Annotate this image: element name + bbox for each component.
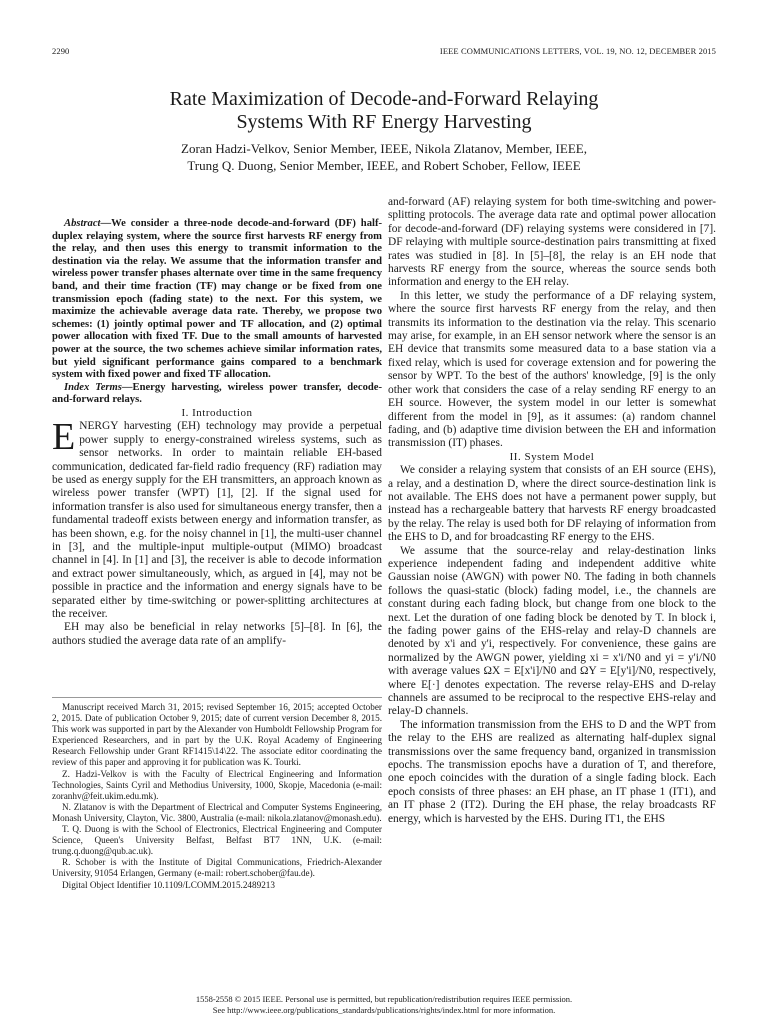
doi: Digital Object Identifier 10.1109/LCOMM.2015.2489213 [62, 879, 275, 890]
running-header [52, 46, 716, 56]
paper-title [52, 88, 716, 134]
model-paragraph-3: The information transmission from the EHS to D and the WPT from the relay to the EHS are realized as alternating half-duplex signal transmissions over the same frequency band, organized in transmission epochs. The transmission epochs have a duration of T, and therefore, one epoch coincides with the duration of a single fading block. Each epoch consists of three phases: an EH phase, an IT phase 1 (IT1), and an IT phase 2 (IT2). During the EH phase, the relay broadcasts RF energy, which is harvested by the EHS. During IT1, the EHS [388, 718, 716, 825]
footnote-author-2: N. Zlatanov is with the Department of Electrical and Computer Systems Engineering, Monash University, Clayton, Vic. 3800, Australia (e-mail: nikola.zlatanov@monash.edu). [52, 801, 382, 823]
drop-cap: E [52, 416, 76, 459]
abstract-text: —We consider a three-node decode-and-forward (DF) half-duplex relaying system, where the source first harvests RF energy from the relay, and then uses this energy to transmit information to the destination via the relay. We assume that the information transfer and wireless power transfer phases alternate over time in the same frequency band, and their time fraction (TF) may change or be fixed from one transmission epoch (fading state) to the next. For this system, we maximize the achievable average data rate. Thereby, we propose two schemes: (1) jointly optimal power and TF allocation, and (2) optimal power allocation with fixed TF. Due to the small amounts of harvested power at the source, the two schemes achieve similar information rates, but yield significant performance gains compared to a benchmark system with fixed power and fixed TF allocation. [52, 218, 382, 381]
journal-name: IEEE COMMUNICATIONS LETTERS, VOL. 19, NO. 12, DECEMBER 2015 [439, 46, 716, 56]
authors-line-2: Trung Q. Duong, Senior Member, IEEE, and Robert Schober, Fellow, IEEE [187, 158, 581, 173]
section-heading-system-model: II. System Model [509, 450, 595, 463]
title-line-1: Rate Maximization of Decode-and-Forward Relaying [169, 88, 599, 110]
right-paragraph-2: In this letter, we study the performance of a DF relaying system, where the source first harvests RF energy from the relay, and then transmits its information to the destination via the relay. This scenario may arise, for example, in an EH sensor network where the sensor is an EH device that transmits some measured data to a base station via a fixed relay, which is used for coverage extension and for powering the sensor by WPT. To the best of the authors' knowledge, [9] is the only other work that considers the case of a relay sending RF energy to an EH source. However, the system model in our letter is somewhat different from the model in [9], as it assumes: (a) random channel fading, and (b) adaptive time division between the EH and information transmission (IT) phases. [388, 289, 716, 450]
author-list [52, 140, 716, 174]
index-terms-text: —Energy harvesting, wireless power transfer, decode-and-forward relays. [52, 381, 382, 406]
abstract [52, 218, 382, 382]
intro-paragraph-1-text: NERGY harvesting (EH) technology may provide a perpetual power supply to energy-constrained wireless systems, such as sensor networks. In order to maintain reliable EH-based communication, dedicated far-field radio frequency (RF) radiation may be used as energy supply for the EH transmitters, an approach known as wireless power transfer (WPT) [1], [2]. If the signal used for information transfer is also used for simultaneous energy transfer, then a fundamental tradeoff exists between energy and information transfer, as has been shown, e.g. for the noisy channel in [1], the multi-user channel in [3], and the multiple-input multiple-output (MIMO) broadcast channel in [4]. In [1] and [3], the receiver is able to decode information and extract power simultaneously, which, as argued in [4], may not be possible in practice and the information and energy signals have to be separated either by time-switching or power-splitting architectures at the receiver. [52, 420, 382, 620]
title-line-2: Systems With RF Energy Harvesting [236, 111, 532, 133]
copyright-footer [52, 994, 716, 1016]
left-column [52, 218, 382, 648]
footnote-author-1: Z. Hadzi-Velkov is with the Faculty of Electrical Engineering and Information Technologies, Saints Cyril and Methodius University, 1000, Skopje, Macedonia (e-mail: zoranhv@feit.ukim.edu.mk). [52, 768, 382, 801]
abstract-lead: Abstract [64, 218, 101, 229]
model-paragraph-1: We consider a relaying system that consists of an EH source (EHS), a relay, and a destination D, where the direct source-destination link is not available. The EHS does not have a permanent power supply, but instead has a rechargeable battery that harvests RF energy broadcasted by the relay. The relay is used both for DF relaying of information from the EHS to D, and for broadcasting RF energy to the EHS. [388, 464, 716, 544]
intro-paragraph-1 [52, 416, 382, 621]
index-terms [52, 382, 382, 407]
intro-paragraph-2: EH may also be beneficial in relay networks [5]–[8]. In [6], the authors studied the average data rate of an amplify- [52, 621, 382, 647]
footnote-author-4: R. Schober is with the Institute of Digital Communications, Friedrich-Alexander University, 91054 Erlangen, Germany (e-mail: robert.schober@fau.de). [52, 857, 382, 879]
page-number: 2290 [52, 46, 70, 56]
footnotes [52, 697, 382, 891]
section-heading-introduction: I. Introduction [181, 406, 253, 419]
rights-url-line: See http://www.ieee.org/publications_standards/publications/rights/index.html for more information. [212, 1005, 556, 1015]
footnote-manuscript: Manuscript received March 31, 2015; revised September 16, 2015; accepted October 2, 2015. Date of publication October 9, 2015; date of current version December 8, 2015. This work was supported in part by the Alexander von Humboldt Fellowship Program for Experienced Researchers, and in part by the U.K. Royal Academy of Engineering Research Fellowship under Grant RF1415\14\22. The associate editor coordinating the review of this paper and approving it for publication was K. Tourki. [52, 702, 382, 768]
right-column [388, 196, 716, 826]
footnote-author-3: T. Q. Duong is with the School of Electronics, Electrical Engineering and Computer Science, Queen's University Belfast, Belfast BT7 1NN, U.K. (e-mail: trung.q.duong@qub.ac.uk). [52, 824, 382, 857]
index-terms-lead: Index Terms [64, 381, 122, 393]
model-paragraph-2: We assume that the source-relay and relay-destination links experience independent fading and independent additive white Gaussian noise (AWGN) with power N0. The fading in both channels follows the quasi-static (block) fading model, i.e., the channels are constant during each fading block, but change from one block to the next. Let the duration of one fading block be denoted by T. In block i, the fading power gains of the EHS-relay and relay-D channels are denoted by x'i and y'i, respectively. For convenience, these gains are normalized by the AWGN power, yielding xi = x'i/N0 and yi = y'i/N0 with average values ΩX = E[x'i]/N0 and ΩY = E[y'i]/N0, respectively, where E[·] denotes expectation. The reverse relay-EHS and D-relay channels are assumed to be reciprocal to the respective EHS-relay and relay-D channels. [388, 544, 716, 718]
right-paragraph-1: and-forward (AF) relaying system for both time-switching and power-splitting protocols. The average data rate and optimal power allocation for decode-and-forward (DF) relaying systems were considered in [7]. DF relaying with multiple source-destination pairs transmitting at fixed rates was studied in [8]. In [5]–[8], the relay is an EH node that harvests RF energy from the source, whereas the source sends both information and energy to the EH relay. [388, 196, 716, 289]
copyright-line: 1558-2558 © 2015 IEEE. Personal use is permitted, but republication/redistribution requires IEEE permission. [195, 994, 573, 1004]
authors-line-1: Zoran Hadzi-Velkov, Senior Member, IEEE, Nikola Zlatanov, Member, IEEE, [181, 141, 587, 156]
